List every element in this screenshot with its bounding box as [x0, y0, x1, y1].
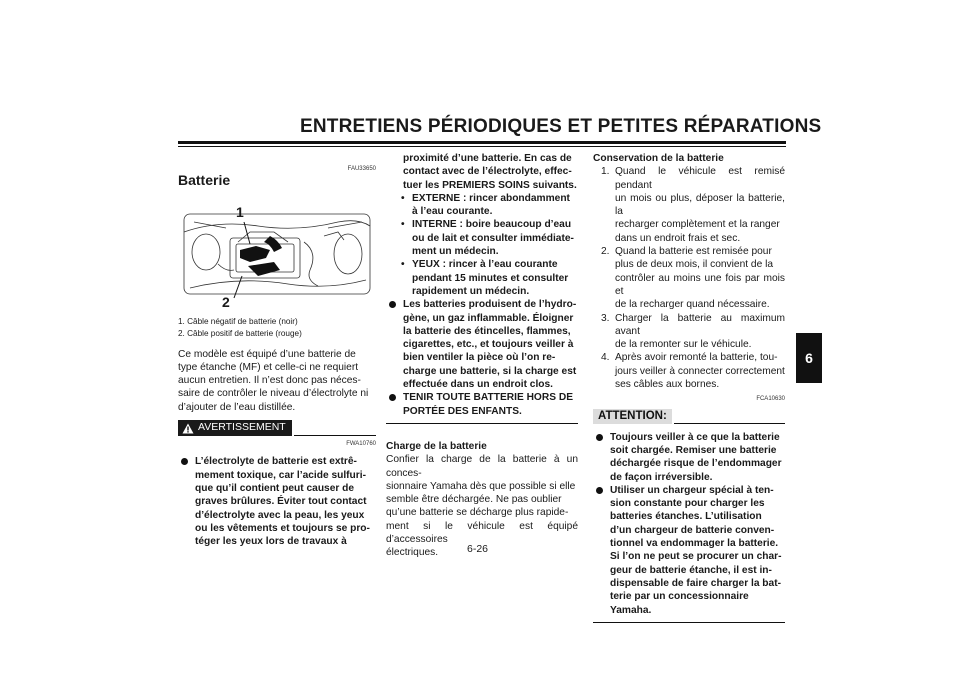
charge-line: sionnaire Yamaha dès que possible si elle	[386, 480, 576, 492]
caption-2: 2. Câble positif de batterie (rouge)	[178, 328, 302, 338]
battery-illustration	[178, 192, 376, 310]
body-line: aucun entretien. Il n’est donc pas néces-	[178, 375, 361, 387]
warning-label: AVERTISSEMENT	[198, 421, 286, 434]
page-number: 6-26	[467, 543, 489, 555]
storage-line: contrôler au moins une fois par mois et	[615, 272, 785, 297]
warning-badge	[178, 420, 292, 435]
attention-line: de façon irréversible.	[610, 471, 713, 483]
first-aid-internal	[386, 218, 578, 258]
first-aid-eyes	[386, 258, 578, 298]
warning-bullet-1	[178, 455, 376, 548]
header-rule-thin	[178, 146, 786, 147]
warning-triangle-icon	[182, 423, 194, 434]
bullet-dot	[389, 301, 396, 308]
attention-line: batteries étanches. L’utilisation	[610, 511, 762, 523]
warning-line: gène, un gaz inflammable. Éloigner	[403, 312, 574, 324]
charge-line: ment si le véhicule est équipé d’accessoires	[386, 520, 578, 546]
attention-bullet-1	[593, 431, 785, 484]
charge-line: semble être déchargée. Ne pas oublier	[386, 494, 562, 506]
item-number: 1.	[601, 166, 610, 178]
storage-line: Charger la batterie au maximum avant	[615, 312, 785, 337]
storage-line: Après avoir remonté la batterie, tou-	[615, 352, 778, 364]
column-1	[178, 163, 376, 548]
header-rule	[178, 141, 786, 144]
attention-header	[593, 409, 785, 425]
storage-line: plus de deux mois, il convient de la	[615, 259, 773, 271]
attention-line: dispensable de faire charger la bat-	[610, 577, 781, 589]
sub-bullet: •	[401, 259, 405, 271]
body-line: type étanche (MF) et celle-ci ne requiert	[178, 361, 359, 373]
intro-paragraph	[178, 348, 376, 414]
sub-bullet: •	[401, 192, 405, 204]
storage-line: jours veiller à connecter correctement	[615, 365, 785, 377]
warning-line: cigarettes, etc., et toujours veiller à	[403, 339, 574, 351]
storage-line: de la recharger quand nécessaire.	[615, 299, 770, 311]
storage-line: Quand le véhicule est remisé pendant	[615, 166, 785, 191]
section-code: FAU33650	[347, 166, 376, 172]
storage-line: de la remonter sur le véhicule.	[615, 339, 752, 351]
warning-continuation	[386, 152, 578, 192]
first-aid-external	[386, 192, 578, 219]
storage-item-1	[593, 165, 785, 245]
first-aid-line: pendant 15 minutes et consulter	[412, 272, 569, 284]
first-aid-line: rapidement un médecin.	[412, 285, 530, 297]
warning-header	[178, 420, 376, 436]
attention-line: sion constante pour charger les	[610, 498, 765, 510]
warning-line: la batterie des étincelles, flammes,	[403, 325, 571, 337]
first-aid-line: YEUX : rincer à l’eau courante	[412, 259, 558, 271]
charge-line: Confier la charge de la batterie à un conces-	[386, 454, 578, 479]
section-title: Batterie	[178, 172, 231, 189]
warning-line: contact avec de l’électrolyte, effec-	[403, 166, 572, 178]
chapter-tab: 6	[796, 333, 822, 383]
first-aid-line: ment un médecin.	[412, 246, 499, 258]
attention-line: tionnel va endommager la batterie.	[610, 538, 779, 550]
warning-line: effectuée dans un endroit clos.	[403, 379, 554, 391]
figure-callout-1: 1	[236, 203, 244, 220]
body-line: d’ajouter de l’eau distillée.	[178, 401, 296, 413]
item-number: 3.	[601, 312, 610, 324]
attention-code: FCA10630	[756, 396, 785, 403]
warning-line: tuer les PREMIERS SOINS suivants.	[403, 179, 577, 191]
storage-line: Quand la batterie est remisée pour	[615, 246, 772, 258]
warning-line: ou les vêtements et toujours se pro-	[195, 522, 370, 534]
attention-bullet-2	[593, 484, 785, 617]
bullet-dot	[181, 458, 188, 465]
sub-bullet: •	[401, 219, 405, 231]
storage-line: recharger complètement et la ranger	[615, 219, 780, 231]
charge-title: Charge de la batterie	[386, 440, 487, 452]
storage-item-3	[593, 312, 785, 352]
warning-line: charge une batterie, si la charge est	[403, 365, 577, 377]
figure-captions	[178, 316, 376, 340]
attention-end-rule	[593, 622, 785, 623]
storage-line: ses câbles aux bornes.	[615, 379, 720, 391]
warning-line: téger les yeux lors de travaux à	[195, 536, 347, 548]
attention-line: soit chargée. Remiser une batterie	[610, 444, 777, 456]
body-line: Ce modèle est équipé d’une batterie de	[178, 348, 356, 360]
storage-item-4	[593, 351, 785, 391]
warning-line: Les batteries produisent de l’hydro-	[403, 299, 577, 311]
attention-line: d’un chargeur de batterie conven-	[610, 524, 775, 536]
warning-rule	[294, 435, 376, 436]
attention-line: Toujours veiller à ce que la batterie	[610, 431, 780, 443]
charge-line: qu’une batterie se décharge plus rapide-	[386, 507, 569, 519]
warning-line: proximité d’une batterie. En cas de	[403, 153, 572, 164]
attention-line: Yamaha.	[610, 604, 652, 616]
first-aid-line: INTERNE : boire beaucoup d’eau	[412, 219, 572, 231]
warning-line: PORTÉE DES ENFANTS.	[403, 405, 522, 417]
warning-line: TENIR TOUTE BATTERIE HORS DE	[403, 392, 573, 404]
bullet-dot	[596, 434, 603, 441]
first-aid-line: à l’eau courante.	[412, 206, 493, 218]
warning-bullet-2	[386, 298, 578, 391]
charge-line: électriques.	[386, 547, 439, 559]
attention-line: Si l’on ne peut se procurer un char-	[610, 551, 782, 563]
column-2	[386, 152, 578, 560]
warning-line: L’électrolyte de batterie est extrê-	[195, 456, 357, 468]
attention-label: ATTENTION:	[593, 409, 672, 424]
body-line: saire de contrôler le niveau d’électrolyte ni	[178, 388, 369, 400]
warning-line: bien ventiler la pièce où l’on re-	[403, 352, 556, 364]
storage-title: Conservation de la batterie	[593, 153, 724, 164]
attention-line: déchargée risque de l’endommager	[610, 458, 782, 470]
item-number: 4.	[601, 352, 610, 364]
item-number: 2.	[601, 246, 610, 258]
warning-line: que qu’il contient peut causer de	[195, 482, 355, 494]
first-aid-line: EXTERNE : rincer abondamment	[412, 192, 570, 204]
attention-line: terie par un concessionnaire	[610, 591, 749, 603]
attention-rule	[674, 423, 785, 424]
warning-code: FWA10760	[346, 441, 376, 448]
page-header-title: ENTRETIENS PÉRIODIQUES ET PETITES RÉPARATIONS	[300, 116, 822, 137]
warning-line: graves brûlures. Éviter tout contact	[195, 496, 367, 508]
storage-line: dans un endroit frais et sec.	[615, 232, 741, 244]
figure-callout-2: 2	[222, 293, 230, 310]
storage-line: un mois ou plus, déposer la batterie, la	[615, 192, 785, 218]
attention-line: geur de batterie étanche, il est in-	[610, 564, 772, 576]
warning-line: d’électrolyte avec la peau, les yeux	[195, 509, 365, 521]
caption-1: 1. Câble négatif de batterie (noir)	[178, 316, 298, 326]
storage-item-2	[593, 245, 785, 311]
bullet-dot	[389, 394, 396, 401]
bullet-dot	[596, 487, 603, 494]
warning-bullet-3	[386, 391, 578, 418]
attention-line: Utiliser un chargeur spécial à ten-	[610, 484, 774, 496]
warning-line: mement toxique, car l’acide sulfuri-	[195, 469, 366, 481]
column-3	[593, 152, 785, 623]
first-aid-line: ou de lait et consulter immédiate-	[412, 232, 574, 244]
battery-figure	[178, 192, 376, 310]
warning-end-rule	[386, 423, 578, 424]
